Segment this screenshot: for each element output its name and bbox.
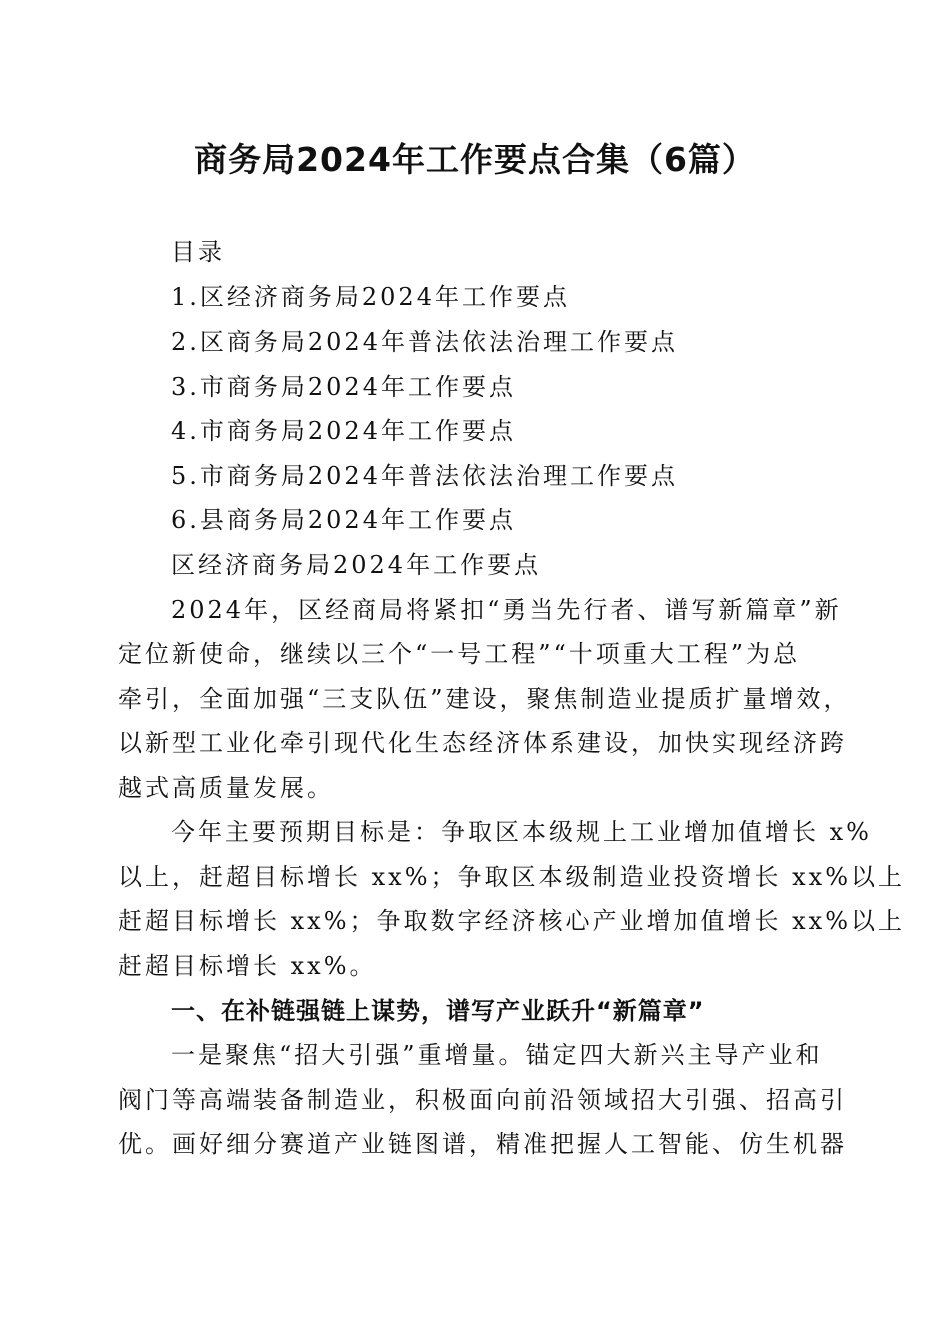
toc-item: 4.市商务局2024年工作要点 <box>171 417 516 445</box>
section-heading: 一、在补链强链上谋势，谱写产业跃升“新篇章” <box>171 997 705 1025</box>
section-title: 区经济商务局2024年工作要点 <box>171 551 542 579</box>
toc-item: 1.区经济商务局2024年工作要点 <box>171 283 570 311</box>
toc-item: 3.市商务局2024年工作要点 <box>171 373 516 401</box>
toc-heading: 目录 <box>171 238 225 266</box>
paragraph-line: 2024年，区经商局将紧扣“勇当先行者、谱写新篇章”新 <box>171 596 842 624</box>
paragraph-line: 赶超目标增长 xx%。 <box>118 952 377 980</box>
paragraph-line: 以新型工业化牵引现代化生态经济体系建设，加快实现经济跨 <box>118 729 847 757</box>
paragraph-line: 定位新使命，继续以三个“一号工程”“十项重大工程”为总 <box>118 640 801 668</box>
toc-item: 2.区商务局2024年普法依法治理工作要点 <box>171 328 678 356</box>
paragraph-line: 一是聚焦“招大引强”重增量。锚定四大新兴主导产业和 <box>171 1041 823 1069</box>
document-title: 商务局2024年工作要点合集（6篇） <box>194 140 756 179</box>
paragraph-line: 越式高质量发展。 <box>118 774 334 802</box>
paragraph-line: 今年主要预期目标是：争取区本级规上工业增加值增长 x% <box>171 818 872 846</box>
paragraph-line: 阀门等高端装备制造业，积极面向前沿领域招大引强、招高引 <box>118 1086 847 1114</box>
paragraph-line: 赶超目标增长 xx%；争取数字经济核心产业增加值增长 xx%以上 <box>118 907 906 935</box>
paragraph-line: 优。画好细分赛道产业链图谱，精准把握人工智能、仿生机器 <box>118 1130 847 1158</box>
toc-item: 6.县商务局2024年工作要点 <box>171 506 516 534</box>
toc-item: 5.市商务局2024年普法依法治理工作要点 <box>171 462 678 490</box>
paragraph-line: 以上，赶超目标增长 xx%；争取区本级制造业投资增长 xx%以上 <box>118 863 906 891</box>
paragraph-line: 牵引，全面加强“三支队伍”建设，聚焦制造业提质扩量增效， <box>118 685 851 713</box>
